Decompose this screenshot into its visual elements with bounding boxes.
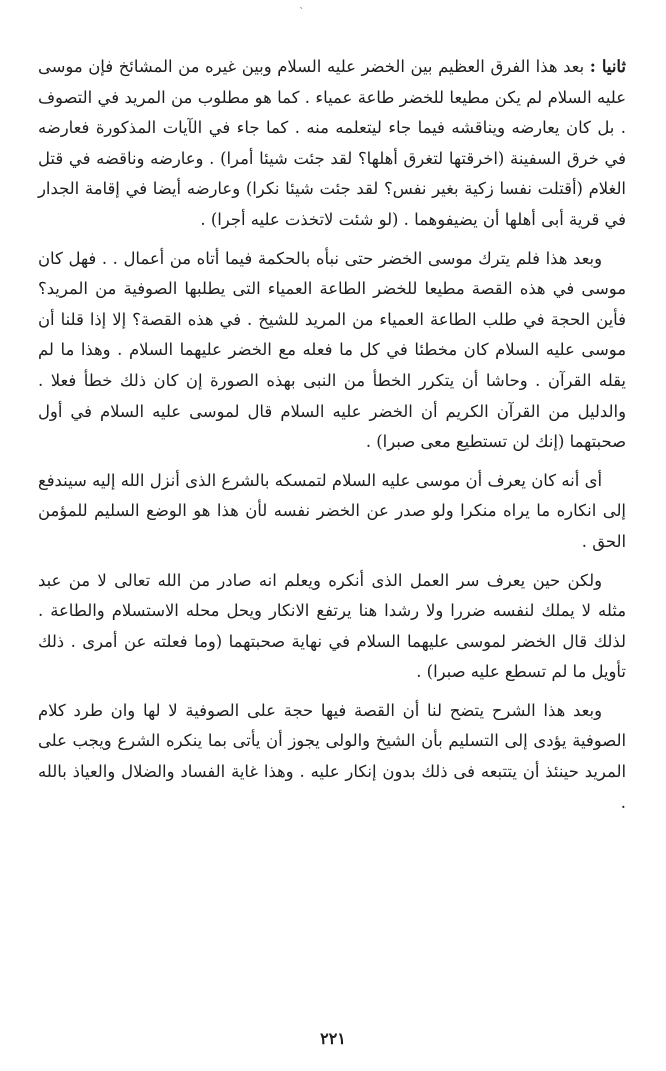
paragraph-2: وبعد هذا فلم يترك موسى الخضر حتى نبأه بالحكمة فيما أتاه من أعمال . . فهل كان موسى في هذه القصة مطيعا للخضر الطاعة العمياء التى يطلبها الصوفية من المريد؟ فأين الحجة في طلب الطاعة العمياء من المريد للشيخ . في هذه القصة؟ إلا إذا قلنا أن موسى عليه السلام كان مخطئا في كل ما فعله مع الخضر عليهما السلام . وهذا ما لم يقله القرآن . وحاشا أن يتكرر الخطأ من النبى بهذه الصورة إن كان ذلك خطأ فعلا . والدليل من القرآن الكريم أن الخضر عليه السلام قال لموسى عليه السلام في أول صحبتهما (إنك لن تستطيع معى صبرا) . — [38, 248, 626, 452]
top-mark: ` — [299, 6, 305, 19]
paragraph-3: أى أنه كان يعرف أن موسى عليه السلام لتمسكه بالشرع الذى أنزل الله إليه سيندفع إلى انكاره ما يراه منكرا ولو صدر عن الخضر نفسه لأن هذا هو الوضع السليم للمؤمن الحق . — [38, 470, 626, 551]
paragraph-1 — [38, 52, 626, 236]
body-text — [38, 52, 626, 826]
paragraph-5: وبعد هذا الشرح يتضح لنا أن القصة فيها حجة على الصوفية لا لها وان طرد كلام الصوفية يؤدى إلى التسليم بأن الشيخ والولى يجوز أن يأتى بما ينكره الشرع ويجب على المريد حينئذ أن يتتبعه فى ذلك بدون إنكار عليه . وهذا غاية الفساد والضلال والعياذ بالله . — [38, 700, 626, 812]
section-lead: ثانيا : — [589, 57, 626, 76]
paragraph-4: ولكن حين يعرف سر العمل الذى أنكره ويعلم انه صادر من الله تعالى لا من عبد مثله لا يملك لنفسه ضررا ولا رشدا هنا يرتفع الانكار ويحل محله الاستسلام والطاعة . لذلك قال الخضر لموسى عليهما السلام في نهاية صحبتهما (وما فعلته عن أمرى . ذلك تأويل ما لم تسطع عليه صبرا) . — [38, 570, 626, 682]
paragraph-1-text: بعد هذا الفرق العظيم بين الخضر عليه السلام وبين غيره من المشائخ فإن موسى عليه السلام لم يكن مطيعا للخضر طاعة عمياء . كما هو مطلوب من المريد في التصوف . بل كان يعارضه ويناقشه فيما جاء ليتعلمه منه . كما جاء في الآيات المذكورة فعارضه في خرق السفينة (اخرقتها لتغرق أهلها؟ لقد جئت شيئا أمرا) . وعارضه وناقضه في قتل الغلام (أقتلت نفسا زكية بغير نفس؟ لقد جئت شيئا نكرا) وعارضه أيضا في إقامة الجدار في قرية أبى أهلها أن يضيفوهما . (لو شئت لاتخذت عليه أجرا) . — [38, 57, 626, 229]
page-number: ٢٢١ — [320, 1029, 346, 1048]
